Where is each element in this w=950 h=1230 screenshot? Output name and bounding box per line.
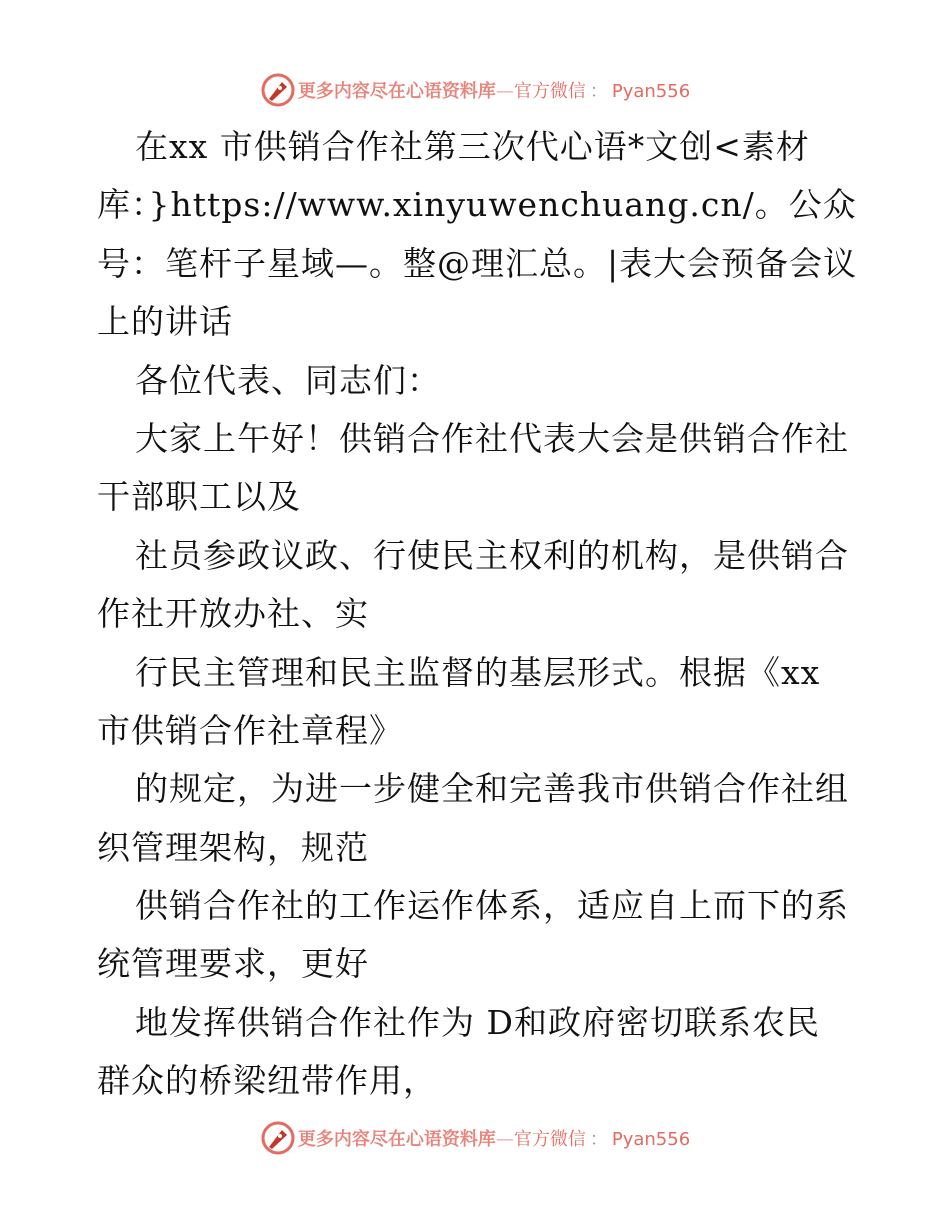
text-line: 库：}https://www.xinyuwenchuang.cn/。公众 xyxy=(97,185,857,225)
text-line: 作社开放办社、实 xyxy=(97,594,369,634)
header-banner xyxy=(0,70,950,110)
banner-wechat-label: 官方微信 xyxy=(513,1129,586,1150)
text-line: 市供销合作社章程》 xyxy=(97,710,403,750)
text-line: 社员参政议政、行使民主权利的机构，是供销合 xyxy=(135,535,849,575)
banner-text xyxy=(298,77,690,103)
text-line: 干部职工以及 xyxy=(97,477,301,517)
pen-nib-logo-icon xyxy=(260,72,296,108)
banner-wechat-id: Pyan556 xyxy=(611,81,691,102)
banner-text xyxy=(298,1125,690,1151)
banner-dash: — xyxy=(495,81,514,102)
salutation-line: 各位代表、同志们： xyxy=(135,360,441,400)
text-line: 统管理要求，更好 xyxy=(97,944,369,984)
text-line: 在xx 市供销合作社第三次代心语*文创<素材 xyxy=(135,127,810,166)
banner-main-text: 更多内容尽在心语资料库 xyxy=(297,81,496,102)
text-line: 行民主管理和民主监督的基层形式。根据《xx xyxy=(135,652,821,692)
text-line: 上的讲话 xyxy=(97,302,233,342)
banner-wechat-id: Pyan556 xyxy=(611,1129,691,1150)
banner-separator: ： xyxy=(589,81,608,102)
text-line: 大家上午好！供销合作社代表大会是供销合作社 xyxy=(135,418,849,458)
text-line: 地发挥供销合作社作为 D和政府密切联系农民 xyxy=(135,1002,820,1042)
text-line: 供销合作社的工作运作体系，适应自上而下的系 xyxy=(135,886,849,926)
banner-wechat-label: 官方微信 xyxy=(513,81,586,102)
footer-banner xyxy=(0,1118,950,1158)
banner-dash: — xyxy=(495,1129,514,1150)
banner-main-text: 更多内容尽在心语资料库 xyxy=(297,1129,496,1150)
pen-nib-logo-icon xyxy=(260,1120,296,1156)
banner-separator: ： xyxy=(589,1129,608,1150)
text-line: 群众的桥梁纽带作用， xyxy=(97,1061,437,1101)
text-line: 织管理架构，规范 xyxy=(97,827,369,867)
document-body xyxy=(97,118,877,1111)
text-line: 的规定，为进一步健全和完善我市供销合作社组 xyxy=(135,769,849,809)
text-line: 号：笔杆子星域—。整@理汇总。|表大会预备会议 xyxy=(97,243,858,283)
